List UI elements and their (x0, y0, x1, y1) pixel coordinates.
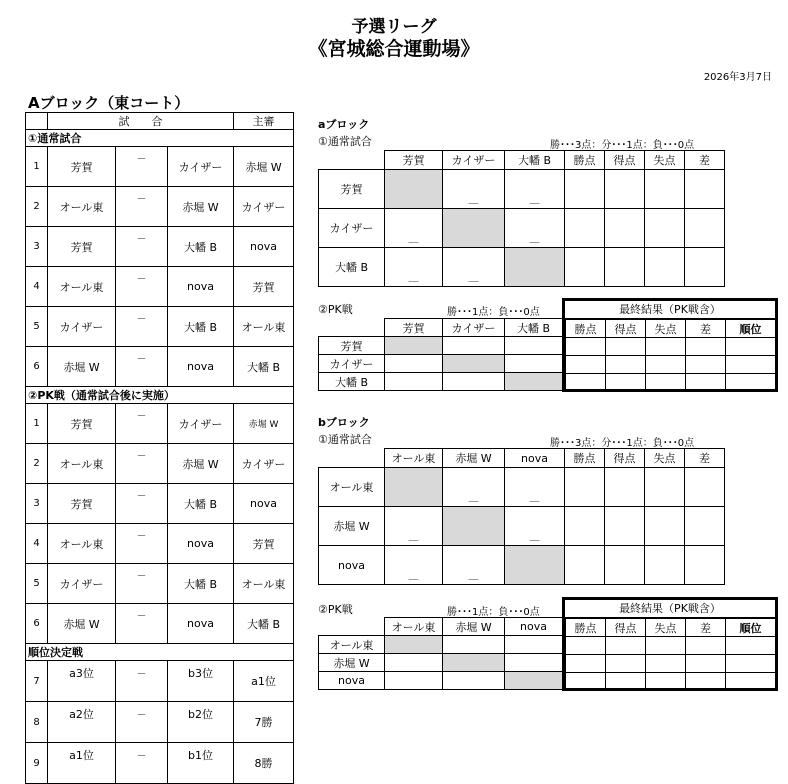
rank-cell (726, 338, 776, 356)
versus-dash: － (116, 661, 168, 702)
league-a-final-table (565, 319, 776, 392)
pk-header-row (319, 618, 563, 636)
league-team-row (319, 170, 725, 209)
team-column-header: nova (505, 618, 563, 636)
final-stat-cell (646, 655, 686, 673)
block-a-title: Aブロック（東コート） (28, 94, 190, 112)
away-team: カイザー (168, 147, 234, 187)
pk-team-row (319, 672, 563, 690)
page-title-line2: 《宮城総合運動場》 (308, 38, 480, 60)
self-match-cell (505, 546, 565, 585)
league-team-row (319, 248, 725, 287)
match-row (26, 524, 294, 564)
corner-blank (319, 618, 385, 636)
stat-cell (645, 170, 685, 209)
referee: 7勝 (234, 702, 294, 743)
away-team: nova (168, 347, 234, 387)
stat-cell (605, 546, 645, 585)
pk-result-cell (505, 654, 563, 672)
final-result-title: 最終結果（PK戦含） (565, 301, 775, 319)
stat-cell (685, 209, 725, 248)
away-team: 赤堀 W (168, 444, 234, 484)
league-team-row (319, 507, 725, 546)
pk-result-cell (385, 654, 443, 672)
pk-team-row (319, 373, 563, 391)
away-team: 大幡 B (168, 307, 234, 347)
score-cell: ＿ (385, 546, 443, 585)
referee: カイザー (234, 187, 294, 227)
away-team: 赤堀 W (168, 187, 234, 227)
away-team: 大幡 B (168, 484, 234, 524)
final-stat-cell (686, 655, 726, 673)
final-stat-cell (686, 374, 726, 392)
final-stat-cell (566, 673, 606, 691)
stat-header: 得点 (605, 449, 645, 468)
header-blank (26, 113, 48, 130)
rank-cell (726, 673, 776, 691)
league-a-regular-label: ①通常試合 (318, 135, 372, 148)
score-cell: ＿ (385, 248, 443, 287)
match-row (26, 604, 294, 644)
schedule-header-row (26, 113, 294, 130)
pk-result-cell (385, 355, 443, 373)
self-match-cell (505, 248, 565, 287)
final-stat-cell (566, 356, 606, 374)
stat-header: 勝点 (565, 151, 605, 170)
home-team: a3位 (48, 661, 116, 702)
referee: nova (234, 484, 294, 524)
header-match: 試 合 (48, 113, 234, 130)
match-row (26, 227, 294, 267)
final-stat-cell (646, 374, 686, 392)
stat-header: 差 (686, 320, 726, 338)
match-number: 3 (26, 227, 48, 267)
home-team: 芳賀 (48, 147, 116, 187)
pk-result-cell (505, 355, 563, 373)
score-cell: ＿ (505, 209, 565, 248)
stat-cell (605, 248, 645, 287)
league-a-pk-table (318, 318, 563, 391)
section-regular (26, 130, 294, 147)
away-team: 大幡 B (168, 564, 234, 604)
stat-cell (645, 546, 685, 585)
away-team: カイザー (168, 404, 234, 444)
team-row-header: カイザー (319, 209, 385, 248)
final-stat-cell (646, 637, 686, 655)
pk-result-cell (385, 672, 443, 690)
self-match-cell (443, 654, 505, 672)
header-referee: 主審 (234, 113, 294, 130)
referee: カイザー (234, 444, 294, 484)
score-cell: ＿ (505, 170, 565, 209)
home-team: 芳賀 (48, 404, 116, 444)
league-a-pk-note: 勝･･･1点：負･･･0点 (447, 307, 540, 318)
away-team: b3位 (168, 661, 234, 702)
pk-team-row (319, 636, 563, 654)
score-cell: ＿ (443, 546, 505, 585)
stat-cell (645, 507, 685, 546)
stat-cell (565, 546, 605, 585)
stat-cell (565, 507, 605, 546)
pk-result-cell (385, 373, 443, 391)
section-pk-label: ②PK戦（通常試合後に実施） (26, 387, 294, 404)
versus-dash: － (116, 227, 168, 267)
corner-blank (319, 151, 385, 170)
final-stat-cell (566, 374, 606, 392)
versus-dash: － (116, 604, 168, 644)
match-row (26, 187, 294, 227)
versus-dash: － (116, 564, 168, 604)
home-team: オール東 (48, 187, 116, 227)
self-match-cell (505, 373, 563, 391)
rank-cell (726, 655, 776, 673)
pk-team-row (319, 337, 563, 355)
match-row (26, 267, 294, 307)
final-result-title: 最終結果（PK戦含） (565, 600, 775, 618)
team-column-header: 大幡 B (505, 319, 563, 337)
rank-header: 順位 (726, 320, 776, 338)
self-match-cell (385, 170, 443, 209)
match-number: 6 (26, 604, 48, 644)
home-team: 芳賀 (48, 484, 116, 524)
league-team-row (319, 546, 725, 585)
versus-dash: － (116, 702, 168, 743)
away-team: nova (168, 524, 234, 564)
stat-header: 勝点 (566, 619, 606, 637)
team-row-header: カイザー (319, 355, 385, 373)
referee: オール東 (234, 564, 294, 604)
match-row (26, 147, 294, 187)
final-stat-cell (606, 637, 646, 655)
team-column-header: オール東 (385, 618, 443, 636)
stat-header: 失点 (646, 320, 686, 338)
stat-header: 差 (685, 449, 725, 468)
pk-result-cell (443, 672, 505, 690)
league-b-pk-note: 勝･･･1点：負･･･0点 (447, 607, 540, 618)
stat-header: 得点 (605, 151, 645, 170)
score-cell: ＿ (443, 468, 505, 507)
pk-result-cell (443, 373, 505, 391)
final-stat-cell (606, 655, 646, 673)
away-team: b1位 (168, 743, 234, 784)
score-cell: ＿ (505, 507, 565, 546)
final-header-row (566, 619, 776, 637)
team-column-header: 赤堀 W (443, 449, 505, 468)
versus-dash: － (116, 484, 168, 524)
home-team: オール東 (48, 524, 116, 564)
match-number: 7 (26, 661, 48, 702)
final-stat-cell (646, 673, 686, 691)
league-a-final-result-box (562, 298, 778, 392)
stat-cell (565, 209, 605, 248)
home-team: 芳賀 (48, 227, 116, 267)
team-column-header: カイザー (443, 319, 505, 337)
self-match-cell (443, 209, 505, 248)
away-team: 大幡 B (168, 227, 234, 267)
score-cell: ＿ (385, 209, 443, 248)
match-row (26, 404, 294, 444)
final-stat-cell (686, 637, 726, 655)
self-match-cell (385, 636, 443, 654)
stat-cell (645, 468, 685, 507)
stat-cell (685, 507, 725, 546)
stat-header: 得点 (606, 320, 646, 338)
team-row-header: 大幡 B (319, 373, 385, 391)
stat-header: 差 (685, 151, 725, 170)
final-team-row (566, 673, 776, 691)
team-row-header: 芳賀 (319, 337, 385, 355)
league-header-row (319, 449, 725, 468)
match-number: 2 (26, 444, 48, 484)
match-row (26, 484, 294, 524)
score-cell: ＿ (443, 248, 505, 287)
page-title-line1: 予選リーグ (351, 17, 437, 37)
final-team-row (566, 338, 776, 356)
match-number: 4 (26, 524, 48, 564)
final-stat-cell (646, 338, 686, 356)
referee: オール東 (234, 307, 294, 347)
stat-cell (565, 248, 605, 287)
team-row-header: nova (319, 546, 385, 585)
match-row (26, 347, 294, 387)
final-stat-cell (566, 655, 606, 673)
league-b-final-table (565, 618, 776, 691)
league-b-pk-label: ②PK戦 (318, 603, 353, 616)
referee: 芳賀 (234, 267, 294, 307)
league-a-points-note: 勝･･･3点：分･･･1点：負･･･0点 (550, 140, 695, 151)
stat-cell (645, 209, 685, 248)
match-number: 2 (26, 187, 48, 227)
stat-cell (685, 170, 725, 209)
stat-header: 勝点 (565, 449, 605, 468)
match-row (26, 307, 294, 347)
team-row-header: 赤堀 W (319, 654, 385, 672)
home-team: a1位 (48, 743, 116, 784)
away-team: nova (168, 267, 234, 307)
league-a-pk-label: ②PK戦 (318, 303, 353, 316)
versus-dash: － (116, 147, 168, 187)
section-ranking (26, 644, 294, 661)
team-row-header: 赤堀 W (319, 507, 385, 546)
final-stat-cell (686, 356, 726, 374)
section-regular-label: ①通常試合 (26, 130, 294, 147)
away-team: b2位 (168, 702, 234, 743)
final-team-row (566, 637, 776, 655)
stat-cell (605, 468, 645, 507)
stat-cell (645, 248, 685, 287)
referee: nova (234, 227, 294, 267)
stat-cell (685, 248, 725, 287)
corner-blank (319, 449, 385, 468)
league-b-regular-label: ①通常試合 (318, 433, 372, 446)
versus-dash: － (116, 444, 168, 484)
match-number: 5 (26, 307, 48, 347)
pk-result-cell (443, 337, 505, 355)
match-number: 4 (26, 267, 48, 307)
stat-header: 失点 (646, 619, 686, 637)
home-team: 赤堀 W (48, 604, 116, 644)
stat-header: 得点 (606, 619, 646, 637)
versus-dash: － (116, 404, 168, 444)
self-match-cell (443, 355, 505, 373)
match-row (26, 564, 294, 604)
away-team: nova (168, 604, 234, 644)
block-a-schedule-table (25, 112, 294, 784)
league-team-row (319, 209, 725, 248)
league-a-title: aブロック (318, 118, 370, 131)
final-stat-cell (606, 673, 646, 691)
match-row (26, 702, 294, 743)
final-team-row (566, 356, 776, 374)
final-stat-cell (686, 673, 726, 691)
referee: 芳賀 (234, 524, 294, 564)
team-column-header: カイザー (443, 151, 505, 170)
referee: 赤堀 W (234, 404, 294, 444)
team-column-header: 芳賀 (385, 151, 443, 170)
match-number: 1 (26, 404, 48, 444)
final-stat-cell (566, 338, 606, 356)
section-pk (26, 387, 294, 404)
stat-cell (565, 468, 605, 507)
stat-cell (605, 170, 645, 209)
team-column-header: 芳賀 (385, 319, 443, 337)
corner-blank (319, 319, 385, 337)
referee: 8勝 (234, 743, 294, 784)
stat-cell (685, 546, 725, 585)
team-column-header: nova (505, 449, 565, 468)
league-b-final-result-box (562, 597, 778, 691)
referee: 大幡 B (234, 347, 294, 387)
final-stat-cell (686, 338, 726, 356)
league-team-row (319, 468, 725, 507)
home-team: オール東 (48, 267, 116, 307)
stat-cell (685, 468, 725, 507)
stat-header: 失点 (645, 151, 685, 170)
stat-cell (565, 170, 605, 209)
pk-team-row (319, 355, 563, 373)
final-stat-cell (606, 338, 646, 356)
versus-dash: － (116, 187, 168, 227)
date-label: 2026年3月7日 (703, 72, 772, 83)
versus-dash: － (116, 347, 168, 387)
pk-team-row (319, 654, 563, 672)
match-number: 5 (26, 564, 48, 604)
final-stat-cell (646, 356, 686, 374)
league-b-pk-table (318, 617, 563, 690)
match-number: 6 (26, 347, 48, 387)
final-header-row (566, 320, 776, 338)
match-number: 8 (26, 702, 48, 743)
versus-dash: － (116, 267, 168, 307)
score-cell: ＿ (505, 468, 565, 507)
rank-cell (726, 356, 776, 374)
self-match-cell (385, 468, 443, 507)
final-team-row (566, 374, 776, 392)
team-row-header: 芳賀 (319, 170, 385, 209)
pk-result-cell (505, 636, 563, 654)
self-match-cell (385, 337, 443, 355)
team-column-header: 大幡 B (505, 151, 565, 170)
league-a-regular-table (318, 150, 725, 287)
final-team-row (566, 655, 776, 673)
final-stat-cell (606, 356, 646, 374)
stat-cell (605, 209, 645, 248)
team-row-header: オール東 (319, 468, 385, 507)
team-row-header: 大幡 B (319, 248, 385, 287)
home-team: 赤堀 W (48, 347, 116, 387)
rank-cell (726, 374, 776, 392)
home-team: カイザー (48, 564, 116, 604)
team-row-header: nova (319, 672, 385, 690)
final-stat-cell (606, 374, 646, 392)
self-match-cell (443, 507, 505, 546)
referee: 大幡 B (234, 604, 294, 644)
score-cell: ＿ (443, 170, 505, 209)
pk-header-row (319, 319, 563, 337)
self-match-cell (505, 672, 563, 690)
referee: a1位 (234, 661, 294, 702)
league-header-row (319, 151, 725, 170)
stat-cell (605, 507, 645, 546)
league-b-title: bブロック (318, 416, 370, 429)
versus-dash: － (116, 524, 168, 564)
pk-result-cell (505, 337, 563, 355)
home-team: カイザー (48, 307, 116, 347)
match-number: 3 (26, 484, 48, 524)
match-row (26, 444, 294, 484)
match-number: 1 (26, 147, 48, 187)
score-cell: ＿ (385, 507, 443, 546)
league-b-regular-table (318, 448, 725, 585)
rank-header: 順位 (726, 619, 776, 637)
stat-header: 勝点 (566, 320, 606, 338)
team-column-header: 赤堀 W (443, 618, 505, 636)
pk-result-cell (443, 636, 505, 654)
stat-header: 失点 (645, 449, 685, 468)
stat-header: 差 (686, 619, 726, 637)
versus-dash: － (116, 307, 168, 347)
match-row (26, 743, 294, 784)
referee: 赤堀 W (234, 147, 294, 187)
league-b-points-note: 勝･･･3点：分･･･1点：負･･･0点 (550, 438, 695, 449)
home-team: a2位 (48, 702, 116, 743)
match-row (26, 661, 294, 702)
final-stat-cell (566, 637, 606, 655)
team-column-header: オール東 (385, 449, 443, 468)
match-number: 9 (26, 743, 48, 784)
section-ranking-label: 順位決定戦 (26, 644, 294, 661)
team-row-header: オール東 (319, 636, 385, 654)
rank-cell (726, 637, 776, 655)
versus-dash: － (116, 743, 168, 784)
home-team: オール東 (48, 444, 116, 484)
